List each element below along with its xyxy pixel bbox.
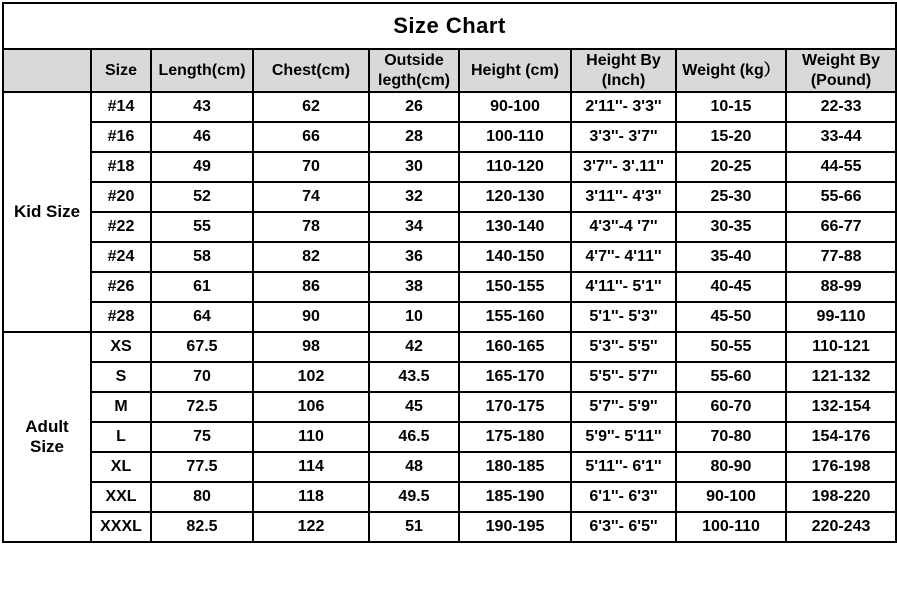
title-row [3,3,896,49]
value-cell: 132-154 [786,392,896,422]
size-cell: #16 [91,122,151,152]
value-cell: 220-243 [786,512,896,542]
table-row [3,122,896,152]
value-cell: 48 [369,452,459,482]
table-row [3,332,896,362]
value-cell: 20-25 [676,152,786,182]
column-header-4: Height (cm) [459,49,571,92]
value-cell: 150-155 [459,272,571,302]
size-cell: #22 [91,212,151,242]
column-header-0: Size [91,49,151,92]
value-cell: 77.5 [151,452,253,482]
value-cell: 50-55 [676,332,786,362]
column-header-row [3,49,896,92]
value-cell: 61 [151,272,253,302]
size-chart-table [2,2,897,543]
value-cell: 99-110 [786,302,896,332]
value-cell: 42 [369,332,459,362]
value-cell: 43.5 [369,362,459,392]
value-cell: 180-185 [459,452,571,482]
value-cell: 5'7''- 5'9'' [571,392,676,422]
value-cell: 80 [151,482,253,512]
value-cell: 5'9''- 5'11'' [571,422,676,452]
value-cell: 4'11''- 5'1'' [571,272,676,302]
value-cell: 82 [253,242,369,272]
value-cell: 160-165 [459,332,571,362]
size-cell: #20 [91,182,151,212]
value-cell: 3'11''- 4'3'' [571,182,676,212]
value-cell: 106 [253,392,369,422]
group-label-kid-size: Kid Size [3,92,91,332]
value-cell: 5'5''- 5'7'' [571,362,676,392]
value-cell: 49 [151,152,253,182]
value-cell: 49.5 [369,482,459,512]
size-cell: XS [91,332,151,362]
value-cell: 5'11''- 6'1'' [571,452,676,482]
value-cell: 52 [151,182,253,212]
table-row [3,302,896,332]
value-cell: 30-35 [676,212,786,242]
value-cell: 60-70 [676,392,786,422]
value-cell: 155-160 [459,302,571,332]
value-cell: 58 [151,242,253,272]
value-cell: 165-170 [459,362,571,392]
value-cell: 10-15 [676,92,786,122]
value-cell: 4'7''- 4'11'' [571,242,676,272]
value-cell: 90-100 [676,482,786,512]
value-cell: 100-110 [676,512,786,542]
size-cell: L [91,422,151,452]
value-cell: 5'1''- 5'3'' [571,302,676,332]
table-row [3,152,896,182]
value-cell: 46 [151,122,253,152]
value-cell: 51 [369,512,459,542]
value-cell: 110 [253,422,369,452]
value-cell: 40-45 [676,272,786,302]
value-cell: 118 [253,482,369,512]
value-cell: 74 [253,182,369,212]
column-header-1: Length(cm) [151,49,253,92]
table-row [3,362,896,392]
size-cell: XXXL [91,512,151,542]
value-cell: 26 [369,92,459,122]
value-cell: 3'7''- 3'.11'' [571,152,676,182]
table-row [3,512,896,542]
table-row [3,182,896,212]
table-row [3,392,896,422]
value-cell: 75 [151,422,253,452]
size-cell: #14 [91,92,151,122]
value-cell: 88-99 [786,272,896,302]
value-cell: 5'3''- 5'5'' [571,332,676,362]
value-cell: 25-30 [676,182,786,212]
value-cell: 110-121 [786,332,896,362]
table-row [3,482,896,512]
value-cell: 33-44 [786,122,896,152]
value-cell: 120-130 [459,182,571,212]
value-cell: 6'3''- 6'5'' [571,512,676,542]
value-cell: 86 [253,272,369,302]
size-cell: S [91,362,151,392]
value-cell: 34 [369,212,459,242]
value-cell: 170-175 [459,392,571,422]
value-cell: 32 [369,182,459,212]
corner-cell [3,49,91,92]
table-row [3,452,896,482]
value-cell: 122 [253,512,369,542]
size-cell: #24 [91,242,151,272]
value-cell: 55 [151,212,253,242]
table-row [3,212,896,242]
value-cell: 90 [253,302,369,332]
value-cell: 38 [369,272,459,302]
column-header-3: Outside legth(cm) [369,49,459,92]
value-cell: 140-150 [459,242,571,272]
value-cell: 4'3''-4 '7'' [571,212,676,242]
value-cell: 175-180 [459,422,571,452]
value-cell: 176-198 [786,452,896,482]
value-cell: 185-190 [459,482,571,512]
value-cell: 70 [151,362,253,392]
value-cell: 30 [369,152,459,182]
size-cell: #18 [91,152,151,182]
column-header-7: Weight By (Pound) [786,49,896,92]
value-cell: 100-110 [459,122,571,152]
table-row [3,242,896,272]
value-cell: 82.5 [151,512,253,542]
value-cell: 70-80 [676,422,786,452]
value-cell: 78 [253,212,369,242]
value-cell: 80-90 [676,452,786,482]
value-cell: 90-100 [459,92,571,122]
value-cell: 44-55 [786,152,896,182]
value-cell: 15-20 [676,122,786,152]
value-cell: 114 [253,452,369,482]
value-cell: 46.5 [369,422,459,452]
value-cell: 36 [369,242,459,272]
table-row [3,272,896,302]
value-cell: 62 [253,92,369,122]
value-cell: 22-33 [786,92,896,122]
value-cell: 67.5 [151,332,253,362]
value-cell: 45 [369,392,459,422]
value-cell: 154-176 [786,422,896,452]
size-cell: XL [91,452,151,482]
value-cell: 198-220 [786,482,896,512]
value-cell: 190-195 [459,512,571,542]
value-cell: 10 [369,302,459,332]
value-cell: 130-140 [459,212,571,242]
value-cell: 35-40 [676,242,786,272]
value-cell: 102 [253,362,369,392]
value-cell: 77-88 [786,242,896,272]
size-cell: M [91,392,151,422]
column-header-6: Weight (kg） [676,49,786,92]
column-header-5: Height By (Inch) [571,49,676,92]
value-cell: 98 [253,332,369,362]
value-cell: 6'1''- 6'3'' [571,482,676,512]
page-title: Size Chart [3,3,896,49]
table-row [3,422,896,452]
value-cell: 66-77 [786,212,896,242]
group-label-adult-size: Adult Size [3,332,91,542]
column-header-2: Chest(cm) [253,49,369,92]
value-cell: 45-50 [676,302,786,332]
value-cell: 28 [369,122,459,152]
size-cell: #26 [91,272,151,302]
value-cell: 72.5 [151,392,253,422]
value-cell: 43 [151,92,253,122]
value-cell: 55-66 [786,182,896,212]
value-cell: 121-132 [786,362,896,392]
value-cell: 3'3''- 3'7'' [571,122,676,152]
value-cell: 55-60 [676,362,786,392]
value-cell: 2'11''- 3'3'' [571,92,676,122]
value-cell: 70 [253,152,369,182]
value-cell: 64 [151,302,253,332]
value-cell: 66 [253,122,369,152]
size-cell: XXL [91,482,151,512]
size-cell: #28 [91,302,151,332]
value-cell: 110-120 [459,152,571,182]
table-row [3,92,896,122]
